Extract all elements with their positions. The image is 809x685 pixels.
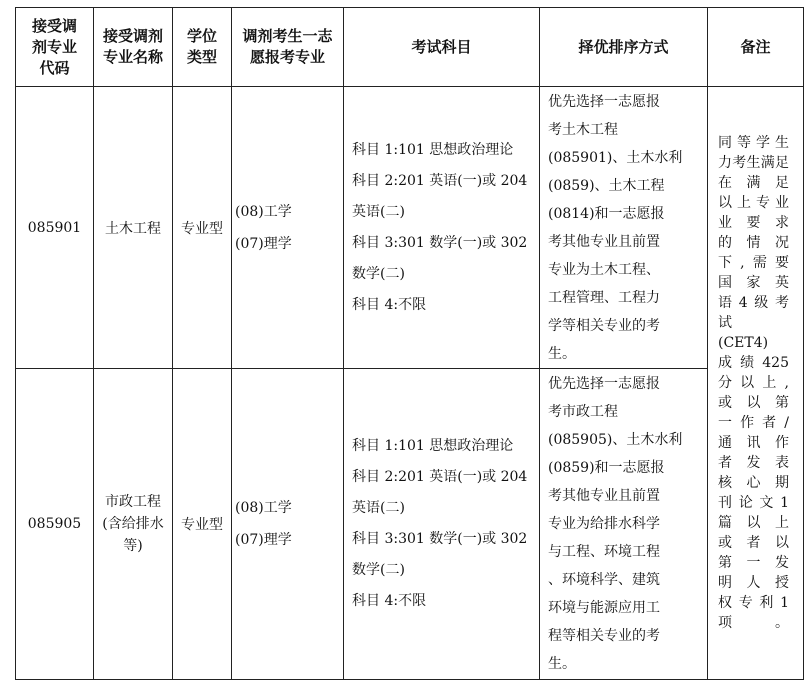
- degree-type: 专业型: [173, 369, 232, 680]
- header-degree-type: 学位 类型: [173, 8, 232, 87]
- major-name: 土木工程: [94, 87, 173, 369]
- header-exam-subjects: 考试科目: [344, 8, 540, 87]
- major-code: 085905: [16, 369, 94, 680]
- first-choice-majors: (08)工学 (07)理学: [232, 87, 344, 369]
- exam-subjects: 科目 1:101 思想政治理论 科目 2:201 英语(一)或 204 英语(二) 科目 3:301 数学(一)或 302 数学(二) 科目 4:不限: [344, 87, 540, 369]
- transfer-majors-table: [15, 7, 804, 680]
- ranking-method: 优先选择一志愿报 考土木工程 (085901)、土木水利 (0859)、土木工程 (0814)和一志愿报 考其他专业且前置 专业为土木工程、 工程管理、工程力 学等相关专业的考 生。: [540, 87, 708, 369]
- header-first-choice: 调剂考生一志 愿报考专业: [232, 8, 344, 87]
- notes: 同等学生 力考生满足 在满足 以上专业 业要求 的情况 下,需要 国家英 语4级考 试 (CET4) 成绩425 分以上, 或以第 一作者/ 通讯作 者发表 核心期 刊论文1 篇以上 或者以 第一发 明人授 权专利1 项。: [708, 87, 804, 680]
- header-major-name: 接受调剂 专业名称: [94, 8, 173, 87]
- first-choice-majors: (08)工学 (07)理学: [232, 369, 344, 680]
- major-code: 085901: [16, 87, 94, 369]
- exam-subjects: 科目 1:101 思想政治理论 科目 2:201 英语(一)或 204 英语(二) 科目 3:301 数学(一)或 302 数学(二) 科目 4:不限: [344, 369, 540, 680]
- header-row: [16, 8, 804, 87]
- ranking-method: 优先选择一志愿报 考市政工程 (085905)、土木水利 (0859)和一志愿报 考其他专业且前置 专业为给排水科学 与工程、环境工程 、环境科学、建筑 环境与能源应用工 程等相关专业的考 生。: [540, 369, 708, 680]
- table-row: [16, 87, 804, 369]
- header-ranking-method: 择优排序方式: [540, 8, 708, 87]
- header-notes: 备注: [708, 8, 804, 87]
- degree-type: 专业型: [173, 87, 232, 369]
- major-name: 市政工程 (含给排水 等): [94, 369, 173, 680]
- header-major-code: 接受调 剂专业 代码: [16, 8, 94, 87]
- table-row: [16, 369, 804, 680]
